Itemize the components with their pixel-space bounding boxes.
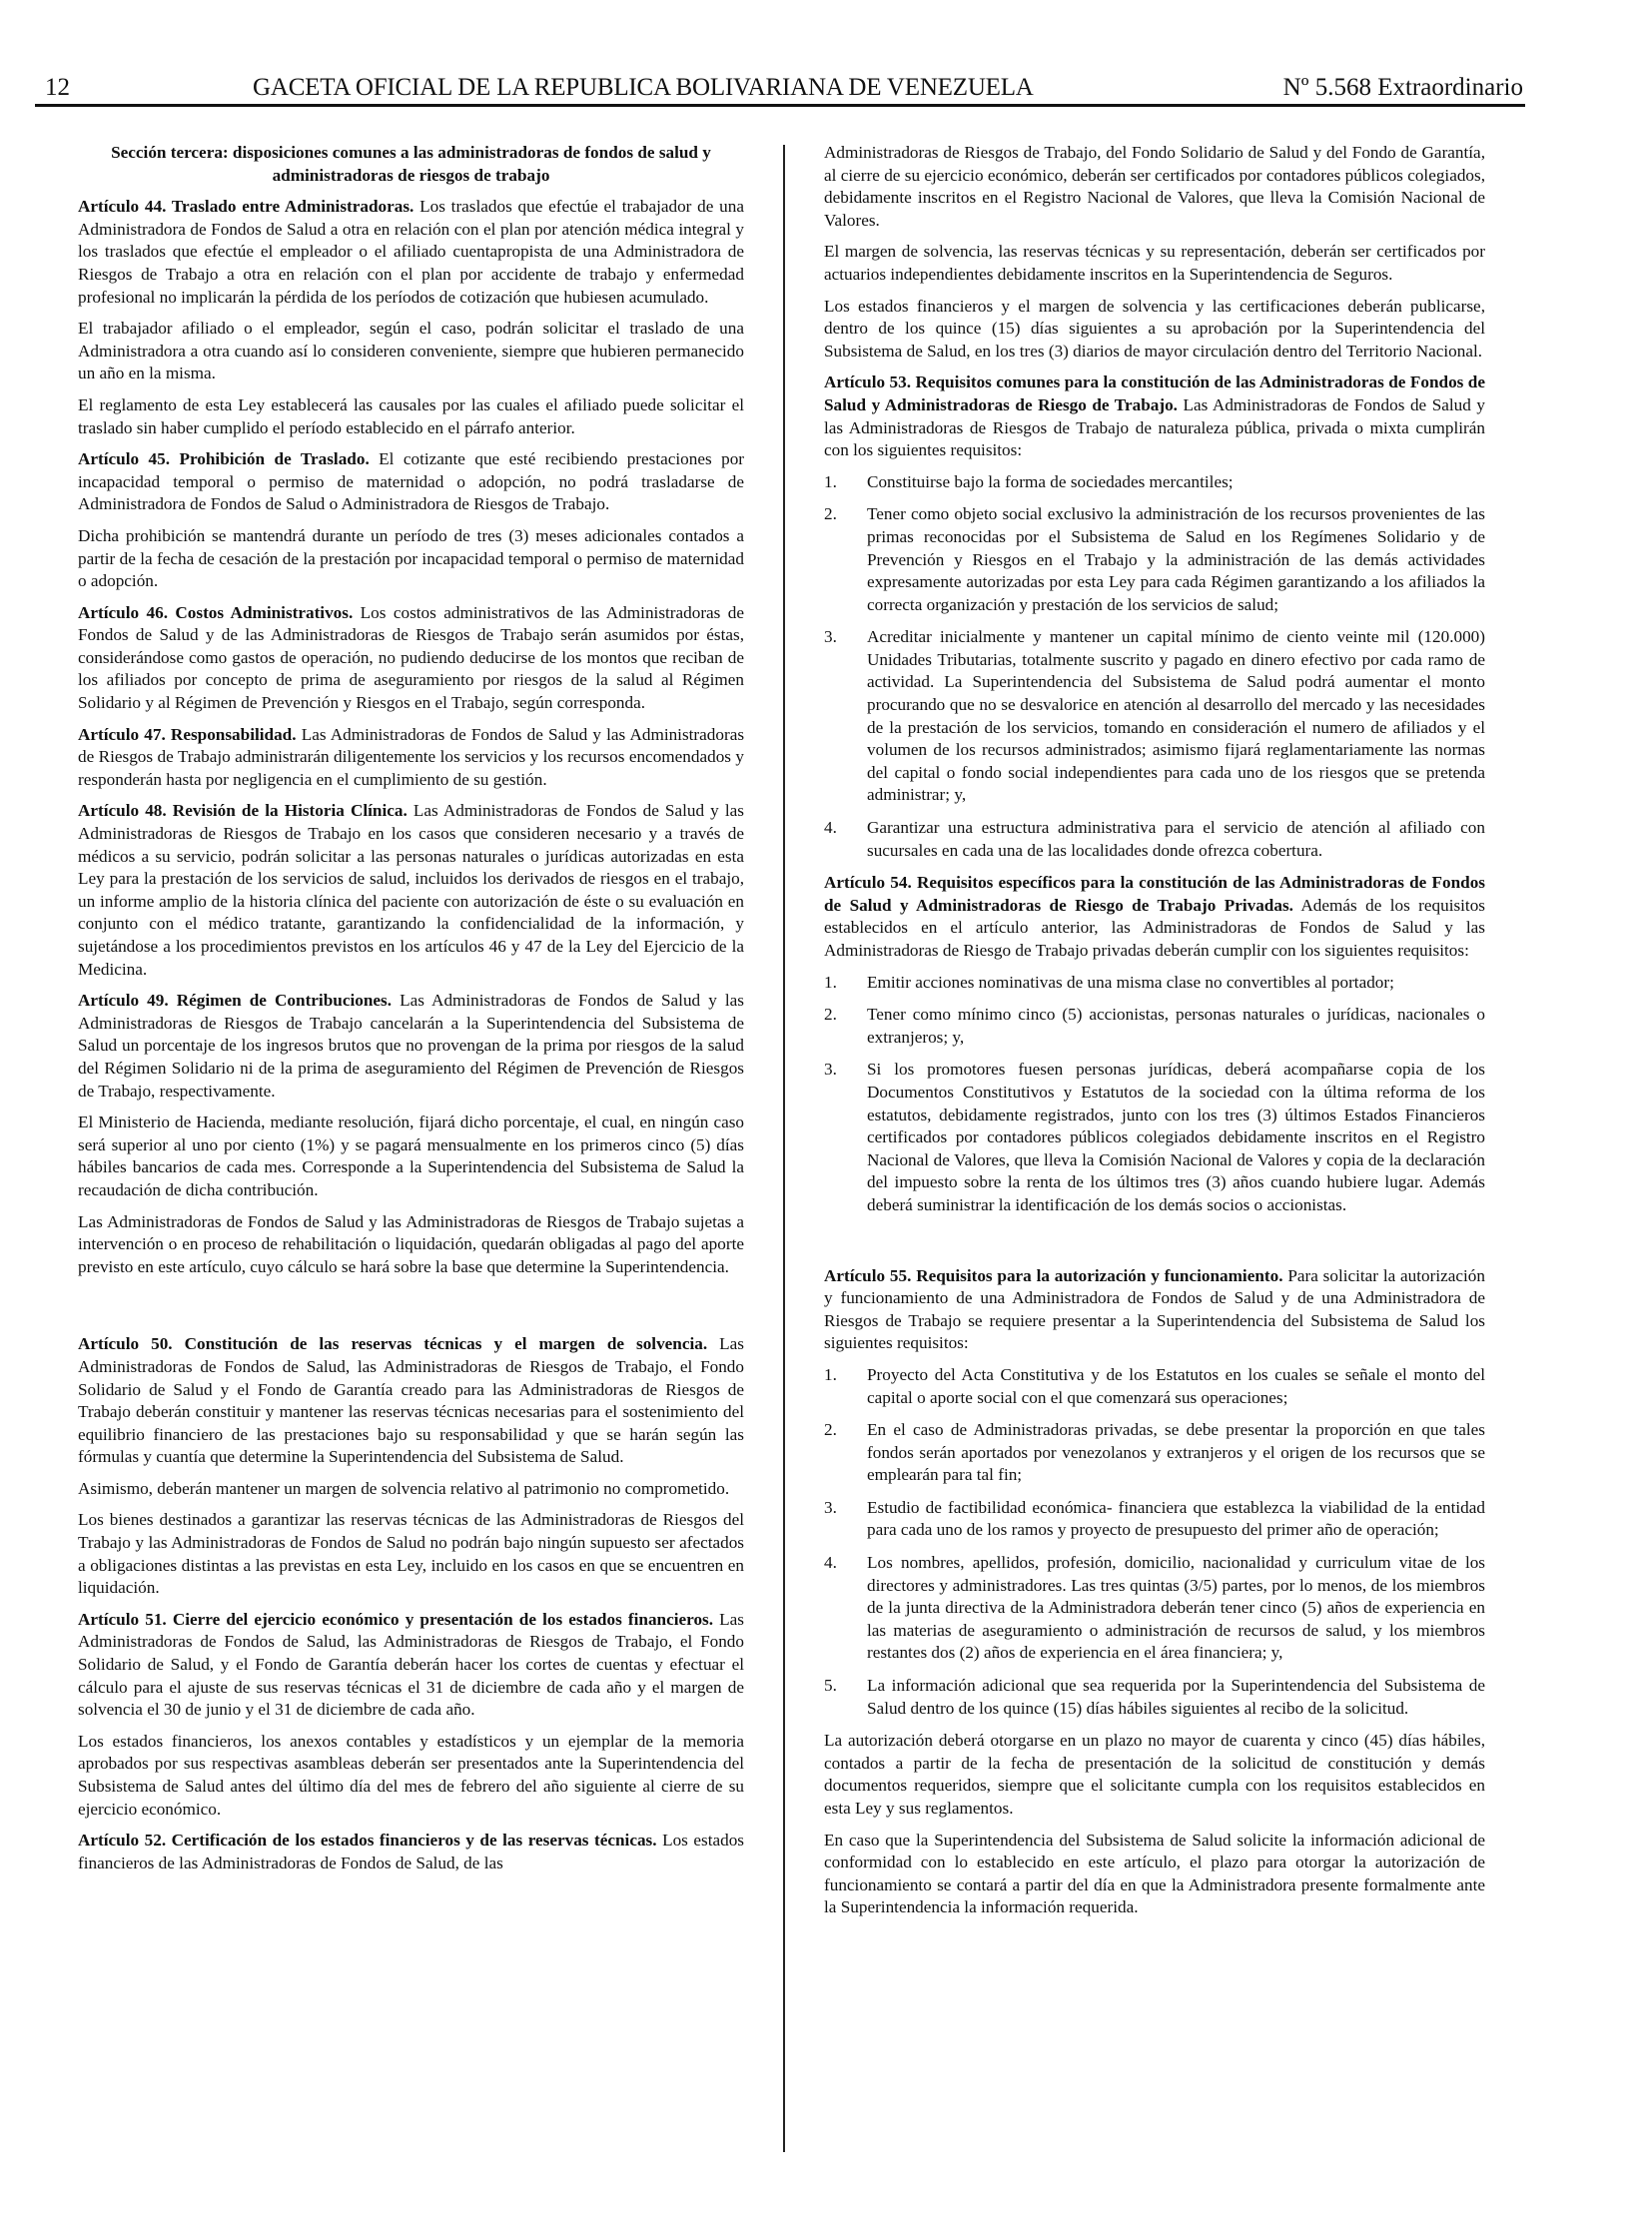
right-column — [824, 142, 1485, 1928]
item-text: Si los promotores fuesen personas jurídicas, deberá acompañarse copia de los Documentos Constitutivos y Estatutos de la sociedad con la última reforma de los estatutos, debidamente registrados, junto con los tres (3) últimos Estados Financieros certificados por contadores públicos colegiados debidamente inscritos en el Registro Nacional de Valores, que lleva la Comisión Nacional de Valores y copia de la declaración del impuesto sobre la renta de los últimos tres (3) años cuando hubiere lugar. Además deberá suministrar la identificación de los demás socios o accionistas. — [867, 1060, 1485, 1214]
article-text: Para solicitar la autorización y funcionamiento de una Administradora de Fondos de Salud y de una Administradora de Riesgos de Trabajo se requiere presentar a la Superintendencia del Subsistema de Salud los siguientes requisitos: — [824, 1265, 1485, 1353]
list-item — [824, 1497, 1485, 1542]
item-number: 2. — [824, 504, 837, 524]
article-text: Las Administradoras de Fondos de Salud, las Administradoras de Riesgos de Trabajo, el Fondo Solidario de Salud, y el Fondo de Garantía deberán hacer los cortes de cuentas y efectuar el cálculo para el ajuste de sus reservas técnicas el 31 de diciembre de cada año y el margen de solvencia el 30 de junio y el 31 de diciembre de cada año. — [78, 1609, 744, 1720]
paragraph: Los bienes destinados a garantizar las reservas técnicas de las Administradoras de Riesgos del Trabajo y las Administradoras de Fondos de Salud no podrán bajo ningún supuesto ser afectados a obligaciones distintas a las previstas en esta Ley, incluido en los casos en que se encuentren en liquidación. — [78, 1510, 744, 1598]
article-text: Las Administradoras de Fondos de Salud y las Administradoras de Riesgos de Trabajo cancelarán a la Superintendencia del Subsistema de Salud un porcentaje de los ingresos brutos que no provengan de la prima por riesgos de la salud del Régimen Solidario ni de la prima de aseguramiento del Régimen de Prevención de Riesgos de Trabajo, respectivamente. — [78, 991, 744, 1101]
article-heading: Artículo 54. Requisitos específicos para la constitución de las Administradoras de Fondos de Salud y Administradoras de Riesgo de Trabajo Privadas. — [824, 873, 1485, 915]
article-45 — [78, 448, 744, 516]
list-item — [824, 626, 1485, 807]
paragraph: Dicha prohibición se mantendrá durante un período de tres (3) meses adicionales contados a partir de la fecha de cesación de la prestación por incapacidad temporal o permiso de maternidad o adopción. — [78, 525, 744, 591]
article-55 — [824, 1265, 1485, 1355]
article-heading: Artículo 44. Traslado entre Administradoras. — [78, 197, 414, 217]
list-item — [824, 1004, 1485, 1049]
requirements-list — [824, 1364, 1485, 1720]
list-item — [824, 1364, 1485, 1409]
item-number: 3. — [824, 1060, 837, 1080]
paragraph: El Ministerio de Hacienda, mediante resolución, fijará dicho porcentaje, el cual, en ningún caso será superior al uno por ciento (1%) y se pagará mensualmente en los primeros cinco (5) días hábiles bancarios de cada mes. Corresponde a la Superintendencia del Subsistema de Salud la recaudación de dicha contribución. — [78, 1113, 744, 1199]
article-heading: Artículo 50. Constitución de las reservas técnicas y el margen de solvencia. — [78, 1334, 708, 1354]
list-item — [824, 1552, 1485, 1665]
list-item — [824, 972, 1485, 995]
article-text: Las Administradoras de Fondos de Salud, las Administradoras de Riesgos de Trabajo, el Fondo Solidario de Salud y el Fondo de Garantía creado para las Administradoras de Riesgos de Trabajo deberán constituir y mantener las reservas técnicas necesarias para el sostenimiento del equilibrio financiero de las prestaciones bajo su responsabilidad y que se harán según las fórmulas y cuantía que determine la Superintendencia del Subsistema de Salud. — [78, 1334, 744, 1467]
paragraph: El reglamento de esta Ley establecerá las causales por las cuales el afiliado puede solicitar el traslado sin haber cumplido el período establecido en el párrafo anterior. — [78, 394, 744, 437]
article-text: El cotizante que esté recibiendo prestaciones por incapacidad temporal o permiso de maternidad o adopción, no podrá trasladarse de Administradora de Fondos de Salud o Administradora de Riesgos de Trabajo. — [78, 449, 745, 514]
article-49 — [78, 990, 744, 1103]
article-text: Los traslados que efectúe el trabajador de una Administradora de Fondos de Salud a otra en relación con el plan por atención médica integral y los traslados que efectúe el empleador o el afiliado cuentapropista de una Administradora de Riesgos de Trabajo a otra en relación con el plan por accidente de trabajo y enfermedad profesional no implicarán la pérdida de los períodos de cotización que hubiesen acumulado. — [78, 197, 744, 307]
item-text: Garantizar una estructura administrativa para el servicio de atención al afiliado con sucursales en cada una de las localidades donde ofrezca cobertura. — [867, 818, 1485, 860]
article-heading: Artículo 49. Régimen de Contribuciones. — [78, 991, 392, 1011]
item-text: En el caso de Administradoras privadas, se debe presentar la proporción en que tales fondos serán aportados por venezolanos y extranjeros y el origen de los recursos que se emplearán para tal fin; — [867, 1420, 1485, 1485]
article-heading: Artículo 48. Revisión de la Historia Clínica. — [78, 801, 408, 821]
item-number: 1. — [824, 972, 837, 992]
article-heading: Artículo 52. Certificación de los estados financieros y de las reservas técnicas. — [78, 1831, 657, 1851]
article-51 — [78, 1609, 744, 1722]
article-47 — [78, 724, 744, 792]
item-number: 3. — [824, 627, 837, 647]
article-heading: Artículo 53. Requisitos comunes para la constitución de las Administradoras de Fondos de Salud y Administradoras de Riesgo de Trabajo. — [824, 372, 1485, 414]
list-item — [824, 503, 1485, 616]
item-text: Proyecto del Acta Constitutiva y de los Estatutos en los cuales se señale el monto del capital o aporte social con el que comenzará sus operaciones; — [867, 1364, 1485, 1407]
paragraph: Administradoras de Riesgos de Trabajo, del Fondo Solidario de Salud y del Fondo de Garantía, al cierre de su ejercicio económico, deberán ser certificados por contadores públicos colegiados, debidamente inscritos en el Registro Nacional de Valores, que lleva la Comisión Nacional de Valores. — [824, 143, 1485, 230]
item-text: Tener como objeto social exclusivo la administración de los recursos provenientes de las primas reconocidas por el Subsistema de Salud en los Regímenes Solidario y de Prevención y Riesgos en el Trabajo y la administración de las demás actividades expresamente autorizadas por esta Ley para cada Régimen garantizando a los afiliados la correcta organización y prestación de los servicios de salud; — [867, 504, 1485, 614]
item-number: 2. — [824, 1420, 837, 1440]
left-column — [78, 142, 744, 1883]
page-number: 12 — [45, 74, 70, 101]
article-heading: Artículo 45. Prohibición de Traslado. — [78, 449, 370, 469]
article-text: Las Administradoras de Fondos de Salud y las Administradoras de Riesgos de Trabajo administrarán diligentemente los servicios y los recursos encomendados y responderán hasta por negligencia en el cumplimiento de su gestión. — [78, 724, 745, 789]
article-heading: Artículo 51. Cierre del ejercicio económico y presentación de los estados financieros. — [78, 1609, 714, 1629]
article-text: Las Administradoras de Fondos de Salud y las Administradoras de Riesgos de Trabajo en los casos que consideren necesario y a través de médicos a su servicio, podrán solicitar a las personas naturales o jurídicas autorizadas en esta Ley para la prestación de los servicios de salud, incluidos los derivados de riesgos en el trabajo, un informe amplio de la historia clínica del paciente con autorización de éste o su evaluación en conjunto con el médico tratante, garantizando la confidencialidad de la información, y sujetándose a los procedimientos previstos en los artículos 46 y 47 de la Ley del Ejercicio de la Medicina. — [78, 801, 744, 979]
item-text: La información adicional que sea requerida por la Superintendencia del Subsistema de Salud dentro de los quince (15) días hábiles siguientes al recibo de la solicitud. — [867, 1676, 1485, 1718]
list-item — [824, 1419, 1485, 1487]
item-number: 5. — [824, 1676, 837, 1696]
item-text: Acreditar inicialmente y mantener un capital mínimo de ciento veinte mil (120.000) Unidades Tributarias, totalmente suscrito y pagado en dinero efectivo por cada ramo de actividad. La Superintendencia del Subsistema de Salud podrá aumentar el monto procurando que no se desvalorice en atención al desarrollo del mercado y las necesidades de la prestación de los servicios, tomando en consideración el numero de afiliados y el volumen de los recursos administrados; asimismo fijará reglamentariamente las normas del capital o fondo social independientes para cada uno de los riesgos que se pretenda administrar; y, — [867, 627, 1485, 805]
article-text: Las Administradoras de Fondos de Salud y las Administradoras de Riesgos de Trabajo de naturaleza pública, privada o mixta cumplirán con los siguientes requisitos: — [824, 394, 1485, 460]
issue-number: Nº 5.568 Extraordinario — [1282, 74, 1523, 101]
item-number: 1. — [824, 471, 837, 491]
paragraph: Los estados financieros y el margen de solvencia y las certificaciones deberán publicarse, dentro de los quince (15) días siguientes a su aprobación por la Superintendencia del Subsistema de Salud, en los tres (3) diarios de mayor circulación dentro del Territorio Nacional. — [824, 296, 1485, 361]
article-50 — [78, 1333, 744, 1469]
item-text: Emitir acciones nominativas de una misma clase no convertibles al portador; — [867, 972, 1394, 992]
article-52 — [78, 1830, 744, 1874]
list-item — [824, 1675, 1485, 1720]
item-number: 2. — [824, 1005, 837, 1025]
page-header — [35, 70, 1525, 107]
article-53 — [824, 371, 1485, 461]
requirements-list — [824, 471, 1485, 863]
article-46 — [78, 602, 744, 715]
requirements-list — [824, 972, 1485, 1217]
item-text: Tener como mínimo cinco (5) accionistas, personas naturales o jurídicas, nacionales o extranjeros; y, — [867, 1005, 1485, 1047]
article-heading: Artículo 55. Requisitos para la autorización y funcionamiento. — [824, 1265, 1283, 1285]
paragraph: Las Administradoras de Fondos de Salud y las Administradoras de Riesgos de Trabajo sujetas a intervención o en proceso de rehabilitación o liquidación, quedarán obligadas al pago del aporte previsto en este artículo, cuyo cálculo se hará sobre la base que determine la Superintendencia. — [78, 1211, 744, 1276]
gazette-title: GACETA OFICIAL DE LA REPUBLICA BOLIVARIANA DE VENEZUELA — [253, 74, 1034, 101]
item-text: Constituirse bajo la forma de sociedades mercantiles; — [867, 471, 1234, 491]
item-text: Estudio de factibilidad económica- financiera que establezca la viabilidad de la entidad para cada uno de los ramos y proyecto de presupuesto del primer año de operación; — [867, 1497, 1485, 1540]
item-number: 4. — [824, 1553, 837, 1573]
paragraph: El trabajador afiliado o el empleador, según el caso, podrán solicitar el traslado de una Administradora a otra cuando así lo consideren conveniente, siempre que hubieren permanecido un año en la misma. — [78, 319, 744, 383]
section-title: Sección tercera: disposiciones comunes a las administradoras de fondos de salud y administradoras de riesgos de trabajo — [111, 143, 711, 185]
paragraph: Los estados financieros, los anexos contables y estadísticos y un ejemplar de la memoria aprobados por sus respectivas asambleas deberán ser presentados ante la Superintendencia del Subsistema de Salud antes del último día del mes de febrero del año siguiente al cierre de su ejercicio económico. — [78, 1731, 744, 1819]
article-text: Los costos administrativos de las Administradoras de Fondos de Salud y de las Administradoras de Riesgos de Trabajo serán asumidos por éstas, considerándose como gastos de operación, no pudiendo deducirse de los montos que reciban de los afiliados por concepto de prima de aseguramiento por riesgos de la salud al Régimen Solidario y al Régimen de Prevención y Riesgos en el Trabajo, según corresponda. — [78, 602, 744, 713]
article-text: Además de los requisitos establecidos en el artículo anterior, las Administradoras de Fondos de Salud y las Administradoras de Riesgo de Trabajo privadas deberán cumplir con los siguientes requisitos: — [824, 895, 1485, 960]
column-divider — [783, 145, 785, 2152]
article-text: Los estados financieros de las Administradoras de Fondos de Salud, de las — [78, 1831, 744, 1872]
item-number: 3. — [824, 1497, 837, 1517]
item-text: Los nombres, apellidos, profesión, domicilio, nacionalidad y curriculum vitae de los directores y administradores. Las tres quintas (3/5) partes, por lo menos, de los miembros de la junta directiva de la Administradora deberán tener cinco (5) años de experiencia en las materias de aseguramiento o administración de recursos de salud, y los miembros restantes dos (2) años de experiencia en el área financiera; y, — [867, 1553, 1485, 1663]
paragraph: En caso que la Superintendencia del Subsistema de Salud solicite la información adicional de conformidad con lo establecido en este artículo, el plazo para otorgar la autorización de funcionamiento se contará a partir del día en que la Administradora presente formalmente ante la Superintendencia la información requerida. — [824, 1830, 1485, 1917]
article-54 — [824, 872, 1485, 962]
paragraph: El margen de solvencia, las reservas técnicas y su representación, deberán ser certificados por actuarios independientes debidamente inscritos en la Superintendencia de Seguros. — [824, 242, 1485, 284]
paragraph: La autorización deberá otorgarse en un plazo no mayor de cuarenta y cinco (45) días hábiles, contados a partir de la fecha de presentación de la solicitud de constitución y demás documentos requeridos, siempre que el solicitante cumpla con los requisitos establecidos en esta Ley y sus reglamentos. — [824, 1731, 1485, 1818]
paragraph: Asimismo, deberán mantener un margen de solvencia relativo al patrimonio no comprometido. — [78, 1478, 730, 1498]
article-heading: Artículo 47. Responsabilidad. — [78, 724, 297, 744]
item-number: 1. — [824, 1364, 837, 1384]
article-heading: Artículo 46. Costos Administrativos. — [78, 602, 354, 622]
item-number: 4. — [824, 818, 837, 838]
list-item — [824, 1059, 1485, 1216]
list-item — [824, 817, 1485, 862]
article-48 — [78, 800, 744, 981]
article-44 — [78, 196, 744, 309]
list-item — [824, 471, 1485, 494]
